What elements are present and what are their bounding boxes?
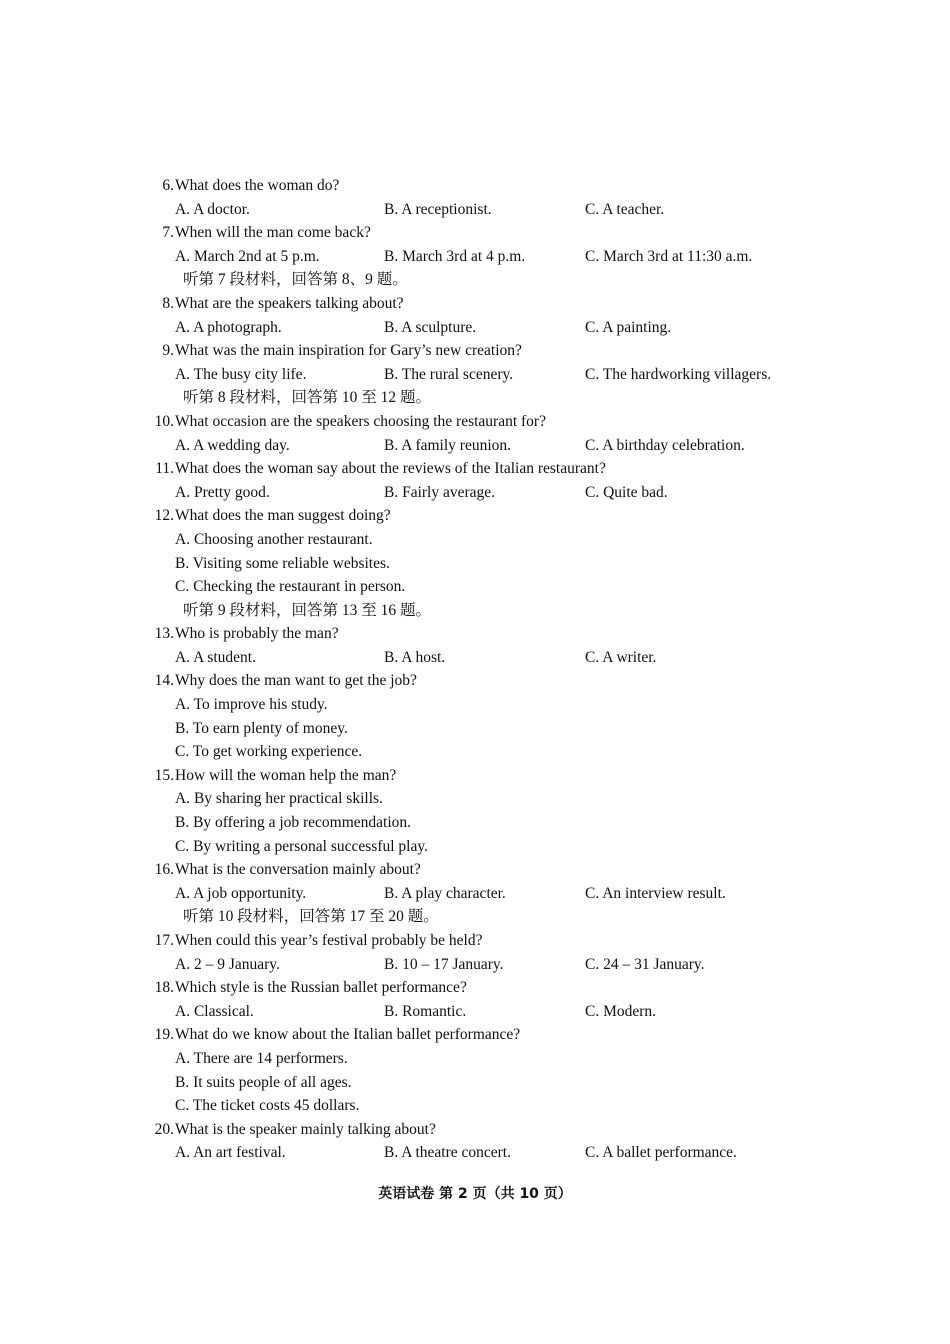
answer-option: A. A wedding day.	[175, 436, 290, 454]
option-row	[0, 1071, 950, 1095]
question-stem	[0, 292, 950, 316]
answer-option: B. A host.	[384, 648, 446, 666]
section-instruction	[0, 905, 950, 929]
option-row	[0, 835, 950, 859]
answer-option: C. A birthday celebration.	[585, 436, 745, 454]
question-number: 20.	[154, 1120, 174, 1138]
question-stem	[0, 622, 950, 646]
option-row	[0, 434, 950, 458]
answer-option: B. Fairly average.	[384, 483, 496, 501]
answer-option: B. A theatre concert.	[384, 1144, 511, 1162]
question-text: Why does the man want to get the job?	[175, 672, 417, 690]
answer-option: B. 10 – 17 January.	[384, 955, 504, 973]
question-number: 12.	[154, 507, 174, 525]
question-number: 9.	[162, 342, 174, 360]
answer-option: C. An interview result.	[585, 884, 726, 902]
question-number: 10.	[154, 412, 174, 430]
question-number: 16.	[154, 861, 174, 879]
question-stem	[0, 1118, 950, 1142]
question-text: What are the speakers talking about?	[175, 294, 404, 312]
question-stem	[0, 669, 950, 693]
answer-option: B. To earn plenty of money.	[175, 719, 348, 737]
answer-option: C. To get working experience.	[175, 743, 363, 761]
question-number: 14.	[154, 672, 174, 690]
question-number: 13.	[154, 625, 174, 643]
question-number: 17.	[154, 932, 174, 949]
answer-option: C. The hardworking villagers.	[585, 365, 772, 383]
option-row	[0, 882, 950, 906]
answer-option: B. March 3rd at 4 p.m.	[384, 247, 526, 265]
section-instruction	[0, 386, 950, 410]
answer-option: A. A photograph.	[175, 318, 282, 336]
question-text: When will the man come back?	[175, 224, 371, 242]
question-text: What does the man suggest doing?	[175, 507, 391, 525]
question-text: What is the speaker mainly talking about?	[175, 1120, 436, 1138]
answer-option: C. A writer.	[585, 648, 657, 666]
option-row	[0, 1000, 950, 1024]
question-stem	[0, 858, 950, 882]
question-stem	[0, 221, 950, 245]
option-row	[0, 552, 950, 576]
answer-option: B. A family reunion.	[384, 436, 512, 454]
question-text: Which style is the Russian ballet performance?	[175, 979, 467, 997]
answer-option: C. A ballet performance.	[585, 1144, 737, 1162]
question-text: What does the woman do?	[175, 177, 340, 194]
answer-option: A. March 2nd at 5 p.m.	[175, 247, 320, 265]
option-row	[0, 481, 950, 505]
answer-option: A. A job opportunity.	[175, 884, 307, 902]
answer-option: C. 24 – 31 January.	[585, 955, 705, 973]
answer-option: B. A sculpture.	[384, 318, 477, 336]
option-row	[0, 811, 950, 835]
answer-option: B. A receptionist.	[384, 200, 492, 218]
option-row	[0, 693, 950, 717]
answer-option: B. By offering a job recommendation.	[175, 814, 412, 832]
answer-option: A. 2 – 9 January.	[175, 955, 280, 973]
answer-option: C. Checking the restaurant in person.	[175, 578, 406, 596]
option-row	[0, 198, 950, 222]
answer-option: C. Quite bad.	[585, 483, 668, 501]
answer-option: C. Modern.	[585, 1002, 657, 1020]
question-stem	[0, 976, 950, 1000]
section-instruction-text: 听第 8 段材料，回答第 10 至 12 题。	[183, 389, 432, 407]
question-number: 15.	[154, 766, 174, 784]
answer-option: B. It suits people of all ages.	[175, 1073, 352, 1091]
question-stem	[0, 174, 950, 198]
question-stem	[0, 504, 950, 528]
option-row	[0, 646, 950, 670]
question-number: 7.	[162, 224, 174, 242]
exam-question-list	[0, 174, 950, 1165]
answer-option: B. Romantic.	[384, 1002, 467, 1020]
question-text: Who is probably the man?	[175, 625, 339, 643]
answer-option: A. To improve his study.	[175, 696, 328, 714]
question-number: 11.	[155, 460, 174, 478]
option-row	[0, 717, 950, 741]
option-row	[0, 1047, 950, 1071]
option-row	[0, 787, 950, 811]
answer-option: A. Classical.	[175, 1002, 254, 1020]
answer-option: A. By sharing her practical skills.	[175, 790, 383, 808]
answer-option: C. The ticket costs 45 dollars.	[175, 1097, 360, 1115]
question-stem	[0, 1023, 950, 1047]
option-row	[0, 953, 950, 977]
answer-option: B. A play character.	[384, 884, 506, 902]
option-row	[0, 1094, 950, 1118]
answer-option: B. Visiting some reliable websites.	[175, 554, 390, 572]
question-number: 8.	[162, 294, 174, 312]
section-instruction-text: 听第 10 段材料，回答第 17 至 20 题。	[183, 908, 439, 926]
question-text: What occasion are the speakers choosing the restaurant for?	[175, 412, 546, 430]
option-row	[0, 245, 950, 269]
answer-option: A. Choosing another restaurant.	[175, 530, 373, 548]
answer-option: A. There are 14 performers.	[175, 1049, 348, 1067]
answer-option: A. The busy city life.	[175, 365, 307, 383]
section-instruction	[0, 268, 950, 292]
section-instruction	[0, 599, 950, 623]
question-text: When could this year’s festival probably be held?	[175, 932, 483, 949]
question-stem	[0, 339, 950, 363]
question-text: What was the main inspiration for Gary’s new creation?	[175, 342, 522, 360]
question-stem	[0, 457, 950, 481]
question-stem	[0, 929, 950, 953]
question-text: What does the woman say about the reviews of the Italian restaurant?	[175, 460, 606, 478]
answer-option: C. March 3rd at 11:30 a.m.	[585, 247, 753, 265]
answer-option: B. The rural scenery.	[384, 365, 514, 383]
question-stem	[0, 764, 950, 788]
option-row	[0, 528, 950, 552]
question-number: 6.	[162, 177, 174, 194]
option-row	[0, 740, 950, 764]
option-row	[0, 1141, 950, 1165]
question-text: What is the conversation mainly about?	[175, 861, 421, 879]
section-instruction-text: 听第 9 段材料，回答第 13 至 16 题。	[183, 601, 432, 619]
option-row	[0, 363, 950, 387]
answer-option: C. A painting.	[585, 318, 672, 336]
question-text: How will the woman help the man?	[175, 766, 397, 784]
question-number: 18.	[154, 979, 174, 997]
option-row	[0, 575, 950, 599]
answer-option: A. A doctor.	[175, 200, 250, 218]
answer-option: A. A student.	[175, 648, 256, 666]
answer-option: C. By writing a personal successful play.	[175, 837, 428, 855]
question-stem	[0, 410, 950, 434]
question-text: What do we know about the Italian ballet performance?	[175, 1026, 521, 1044]
answer-option: A. Pretty good.	[175, 483, 270, 501]
answer-option: C. A teacher.	[585, 200, 665, 218]
question-number: 19.	[154, 1026, 174, 1044]
option-row	[0, 316, 950, 340]
section-instruction-text: 听第 7 段材料，回答第 8、9 题。	[183, 271, 408, 289]
page-footer: 英语试卷 第 2 页（共 10 页）	[378, 1186, 572, 1202]
answer-option: A. An art festival.	[175, 1144, 286, 1162]
